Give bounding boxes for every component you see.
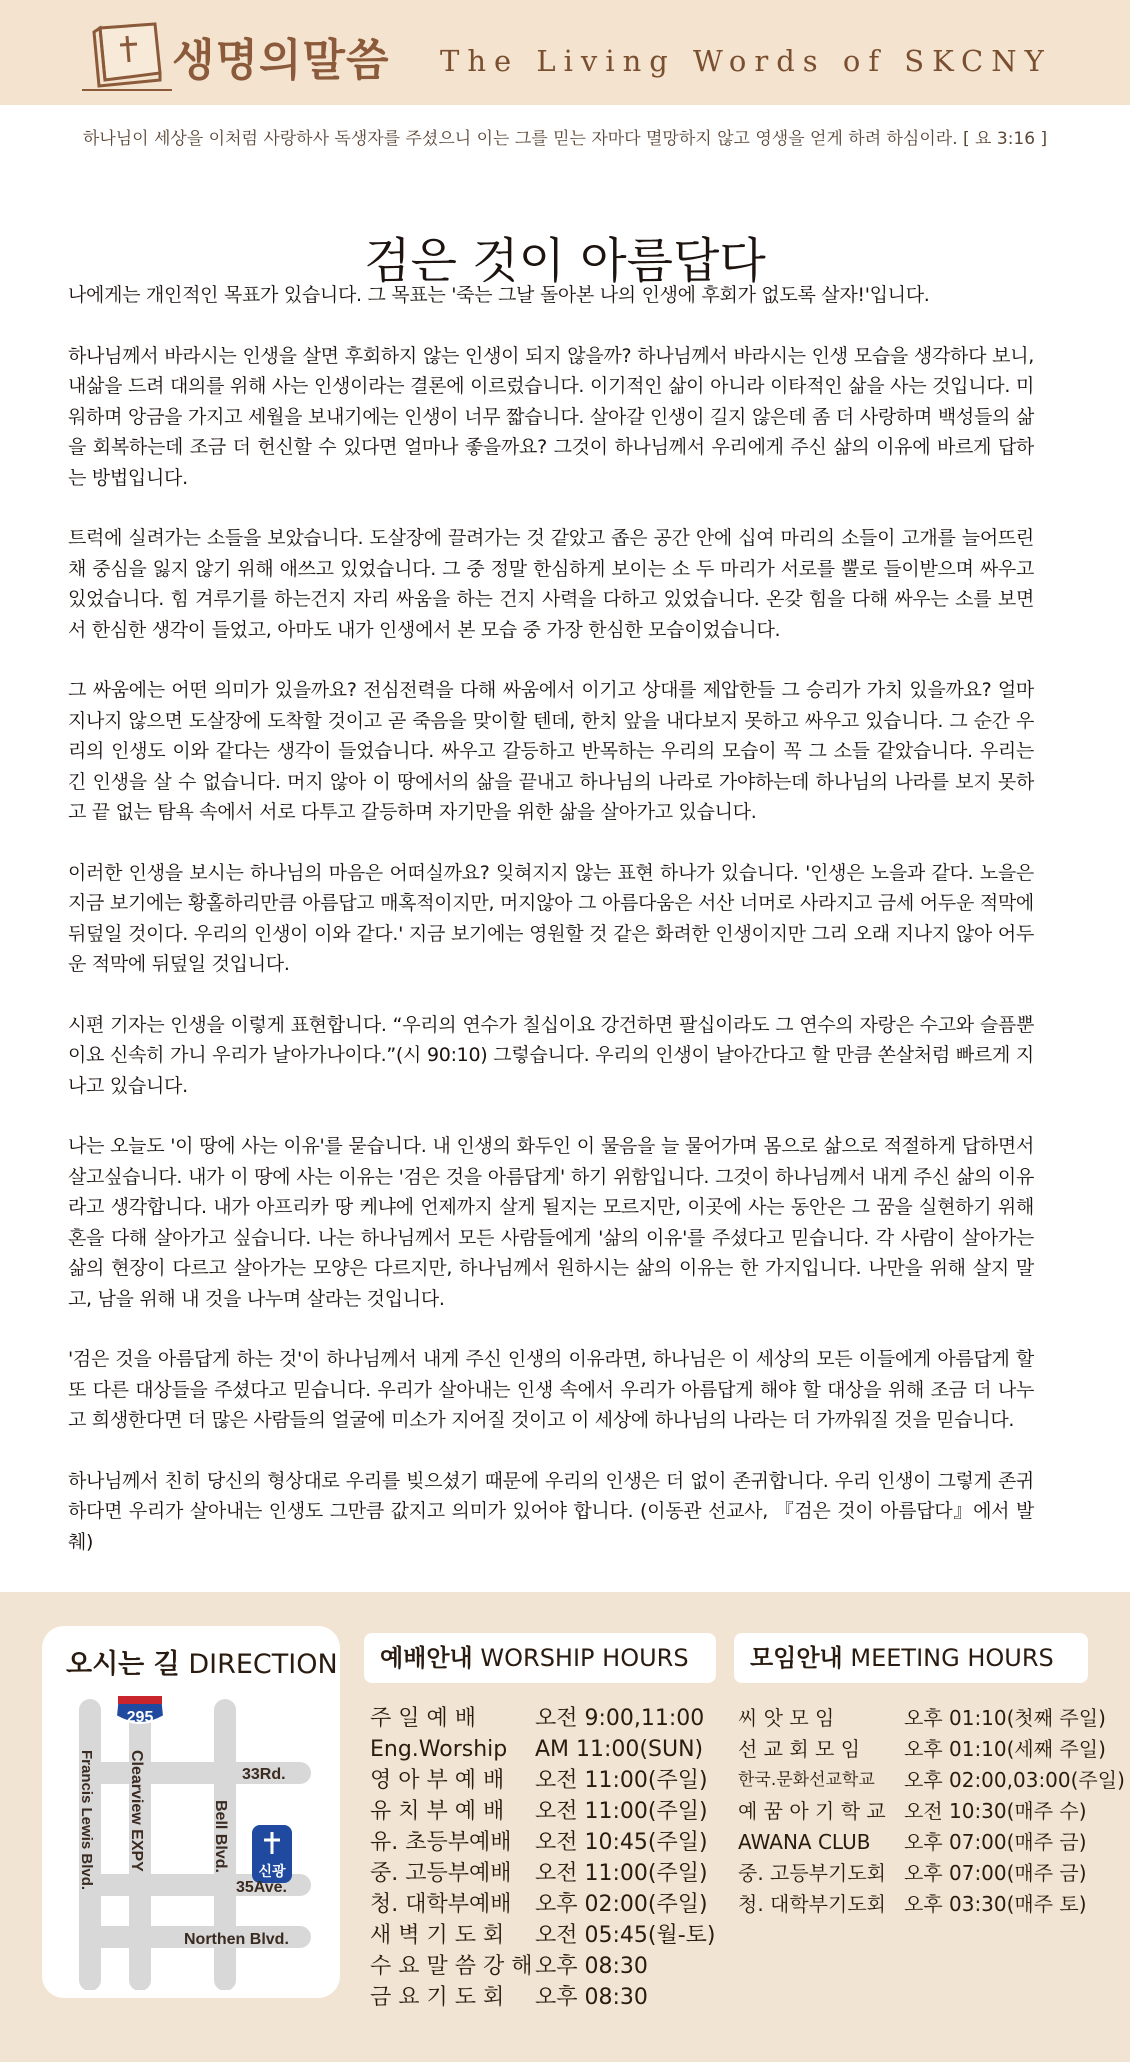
schedule-row — [370, 1734, 716, 1765]
schedule-name: Eng.Worship — [370, 1737, 508, 1762]
schedule-time: 오전 11:00(주일) — [535, 1768, 708, 1793]
schedule-row — [370, 1920, 716, 1951]
schedule-name: 청. 대학부예배 — [370, 1892, 512, 1917]
street-clearview-expy: Clearview EXPY — [128, 1750, 145, 1872]
schedule-row — [370, 1827, 716, 1858]
schedule-time: 오전 11:00(주일) — [535, 1799, 708, 1824]
worship-schedule — [370, 1703, 716, 2013]
worship-hours-header — [364, 1633, 716, 1683]
schedule-row — [738, 1827, 1125, 1858]
schedule-name: 중. 고등부예배 — [370, 1861, 512, 1886]
street-33rd: 33Rd. — [242, 1766, 286, 1783]
direction-title-ko: 오시는 길 — [66, 1649, 180, 1680]
schedule-row — [370, 1858, 716, 1889]
schedule-time: 오전 9:00,11:00 — [535, 1706, 705, 1731]
worship-title-ko: 예배안내 — [380, 1644, 473, 1672]
header-banner — [0, 0, 1130, 105]
schedule-time: 오후 01:10(세째 주일) — [904, 1737, 1106, 1761]
schedule-time: 오전 11:00(주일) — [535, 1861, 708, 1886]
article-paragraph: 나에게는 개인적인 목표가 있습니다. 그 목표는 '죽는 그날 돌아본 나의 인생에 후회가 없도록 살자!'입니다. — [68, 284, 930, 306]
schedule-name: 선 교 회 모 임 — [738, 1737, 861, 1761]
schedule-time: 오후 02:00(주일) — [535, 1892, 708, 1917]
highway-number: 295 — [126, 1709, 154, 1726]
meeting-title-en: MEETING HOURS — [850, 1644, 1054, 1672]
article-paragraph: 하나님께서 바라시는 인생을 살면 후회하지 않는 인생이 되지 않을까? 하나님께서 바라시는 인생 모습을 생각하다 보니, 내삶을 드려 대의를 위해 사는 인생이라는 결론에 이르렀습니다. 이기적인 삶이 아니라 이타적인 삶을 사는 것입니다. 미워하며 앙금을 가지고 세월을 보내기에는 인생이 너무 짧습니다. 살아갈 인생이 길지 않은데 좀 더 사랑하며 백성들의 삶을 회복하는데 조금 더 헌신할 수 있다면 얼마나 좋을까요? 그것이 하나님께서 우리에게 주신 삶의 이유에 바르게 답하는 방법입니다. — [68, 344, 1034, 489]
street-bell-blvd: Bell Blvd. — [212, 1800, 229, 1873]
schedule-row — [738, 1858, 1125, 1889]
article-paragraph: 이러한 인생을 보시는 하나님의 마음은 어떠실까요? 잊혀지지 않는 표현 하나가 있습니다. '인생은 노을과 같다. 노을은 지금 보기에는 황홀하리만큼 아름답고 매혹적이지만, 머지않아 그 아름다움은 서산 너머로 사라지고 금세 어두운 적막에 뒤덮일 것이다. 우리의 인생이 이와 같다.' 지금 보기에는 영원할 것 같은 화려한 인생이지만 그리 오래 지나지 않아 어두운 적막에 뒤덮일 것입니다. — [68, 861, 1034, 975]
schedule-name: 수 요 말 씀 강 해 — [370, 1954, 533, 1979]
schedule-name: 유. 초등부예배 — [370, 1830, 512, 1855]
worship-title-en: WORSHIP HOURS — [480, 1644, 689, 1672]
direction-title — [66, 1642, 338, 1681]
schedule-time: 오후 02:00,03:00(주일) — [904, 1768, 1125, 1792]
schedule-name: 주 일 예 배 — [370, 1706, 476, 1731]
schedule-time: 오후 01:10(첫째 주일) — [904, 1706, 1106, 1730]
schedule-time: 오후 08:30 — [535, 1954, 648, 1979]
schedule-row — [370, 1889, 716, 1920]
street-francis-lewis-blvd: Francis Lewis Blvd. — [78, 1750, 95, 1891]
schedule-time: 오전 05:45(월-토) — [535, 1923, 716, 1948]
article-paragraph: 하나님께서 친히 당신의 형상대로 우리를 빚으셨기 때문에 우리의 인생은 더 없이 존귀합니다. 우리 인생이 그렇게 존귀하다면 우리가 살아내는 인생도 그만큼 값지고 의미가 있어야 합니다. (이동관 선교사, 『검은 것이 아름답다』에서 발췌) — [68, 1469, 1034, 1553]
schedule-row — [370, 1703, 716, 1734]
article-paragraph: '검은 것을 아름답게 하는 것'이 하나님께서 내게 주신 인생의 이유라면, 하나님은 이 세상의 모든 이들에게 아름답게 할 또 다른 대상들을 주셨다고 믿습니다. 우리가 살아내는 인생 속에서 우리가 아름답게 해야 할 대상을 위해 조금 더 나누고 희생한다면 더 많은 사람들의 얼굴에 미소가 지어질 것이고 이 세상에 하나님의 나라는 더 가까워질 것을 믿습니다. — [68, 1348, 1034, 1431]
schedule-time: 오전 10:30(매주 수) — [904, 1799, 1087, 1823]
bible-verse: 하나님이 세상을 이처럼 사랑하사 독생자를 주셨으니 이는 그를 믿는 자마다 멸망하지 않고 영생을 얻게 하려 하심이라. [ 요 3:16 ] — [82, 129, 1048, 149]
schedule-name: AWANA CLUB — [738, 1830, 871, 1854]
bible-icon — [80, 18, 175, 93]
schedule-time: 오전 10:45(주일) — [535, 1830, 708, 1855]
schedule-name: 예 꿈 아 기 학 교 — [738, 1799, 886, 1823]
street-northern-blvd: Northen Blvd. — [184, 1931, 289, 1948]
schedule-row — [370, 1796, 716, 1827]
article-title: 검은 것이 아름답다 — [364, 233, 766, 290]
schedule-time: 오후 07:00(매주 금) — [904, 1830, 1087, 1854]
schedule-time: 오후 03:30(매주 토) — [904, 1892, 1087, 1916]
meeting-title-ko: 모임안내 — [750, 1644, 843, 1672]
schedule-name: 씨 앗 모 임 — [738, 1706, 835, 1730]
schedule-name: 금 요 기 도 회 — [370, 1985, 505, 2010]
schedule-name: 영 아 부 예 배 — [370, 1768, 505, 1793]
schedule-time: 오후 08:30 — [535, 1985, 648, 2010]
schedule-row — [738, 1889, 1125, 1920]
schedule-time: AM 11:00(SUN) — [535, 1737, 704, 1762]
schedule-name: 한국.문화선교학교 — [738, 1770, 875, 1790]
schedule-row — [738, 1734, 1125, 1765]
header-title-en: The Living Words of SKCNY — [440, 44, 1052, 78]
schedule-row — [370, 1951, 716, 1982]
article-paragraph: 그 싸움에는 어떤 의미가 있을까요? 전심전력을 다해 싸움에서 이기고 상대를 제압한들 그 승리가 가치 있을까요? 얼마 지나지 않으면 도살장에 도착할 것이고 곧 죽음을 맞이할 텐데, 한치 앞을 내다보지 못하고 싸우고 있습니다. 그 순간 우리의 인생도 이와 같다는 생각이 들었습니다. 싸우고 갈등하고 반목하는 우리의 모습이 꼭 그 소들 같았습니다. 우리는 긴 인생을 살 수 없습니다. 머지 않아 이 땅에서의 삶을 끝내고 하나님의 나라로 가야하는데 하나님의 나라를 보지 못하고 끝 없는 탐욕 속에서 서로 다투고 갈등하며 자기만을 위한 삶을 살아가고 있습니다. — [68, 679, 1034, 823]
article-paragraph: 나는 오늘도 '이 땅에 사는 이유'를 묻습니다. 내 인생의 화두인 이 물음을 늘 물어가며 몸으로 삶으로 적절하게 답하면서 살고싶습니다. 내가 이 땅에 사는 이유는 '검은 것을 아름답게' 하기 위함입니다. 그것이 하나님께서 내게 주신 삶의 이유라고 생각합니다. 내가 아프리카 땅 케냐에 언제까지 살게 될지는 모르지만, 이곳에 사는 동안은 그 꿈을 실현하기 위해 혼을 다해 살아가고 싶습니다. 나는 하나님께서 모든 사람들에게 '삶의 이유'를 주셨다고 믿습니다. 각 사람이 살아가는 삶의 현장이 다르고 살아가는 모양은 다르지만, 하나님께서 원하시는 삶의 이유는 한 가지입니다. 나만을 위해 살지 말고, 남을 위해 내 것을 나누며 살라는 것입니다. — [68, 1135, 1034, 1310]
schedule-row — [370, 1982, 716, 2013]
schedule-row — [738, 1703, 1125, 1734]
schedule-row — [738, 1765, 1125, 1796]
schedule-time: 오후 07:00(매주 금) — [904, 1861, 1087, 1885]
direction-title-en: DIRECTION — [188, 1649, 338, 1680]
church-logo-text: 신광 — [258, 1864, 286, 1880]
meeting-schedule — [738, 1703, 1125, 1920]
article-paragraph: 트럭에 실려가는 소들을 보았습니다. 도살장에 끌려가는 것 같았고 좁은 공간 안에 십여 마리의 소들이 고개를 늘어뜨린 채 중심을 잃지 않기 위해 애쓰고 있었습니다. 그 중 정말 한심하게 보이는 소 두 마리가 서로를 뿔로 들이받으며 싸우고 있었습니다. 힘 겨루기를 하는건지 자리 싸움을 하는 건지 사력을 다하고 있었습니다. 온갖 힘을 다해 싸우는 소를 보면서 한심한 생각이 들었고, 아마도 내가 인생에서 본 모습 중 가장 한심한 모습이었습니다. — [68, 527, 1034, 641]
meeting-hours-header — [734, 1633, 1088, 1683]
header-title-ko: 생명의말씀 — [172, 35, 390, 86]
schedule-row — [738, 1796, 1125, 1827]
schedule-name: 청. 대학부기도회 — [738, 1892, 886, 1916]
schedule-name: 새 벽 기 도 회 — [370, 1923, 505, 1948]
schedule-name: 유 치 부 예 배 — [370, 1799, 505, 1824]
article-body — [68, 280, 1034, 1587]
direction-map — [60, 1690, 330, 1990]
schedule-row — [370, 1765, 716, 1796]
schedule-name: 중. 고등부기도회 — [738, 1861, 886, 1885]
street-35ave: 35Ave. — [236, 1879, 287, 1896]
article-paragraph: 시편 기자는 인생을 이렇게 표현합니다. “우리의 연수가 칠십이요 강건하면 팔십이라도 그 연수의 자랑은 수고와 슬픔뿐이요 신속히 가니 우리가 날아가나이다.”(시 90:10) 그렇습니다. 우리의 인생이 날아간다고 할 만큼 쏜살처럼 빠르게 지나고 있습니다. — [68, 1013, 1034, 1097]
